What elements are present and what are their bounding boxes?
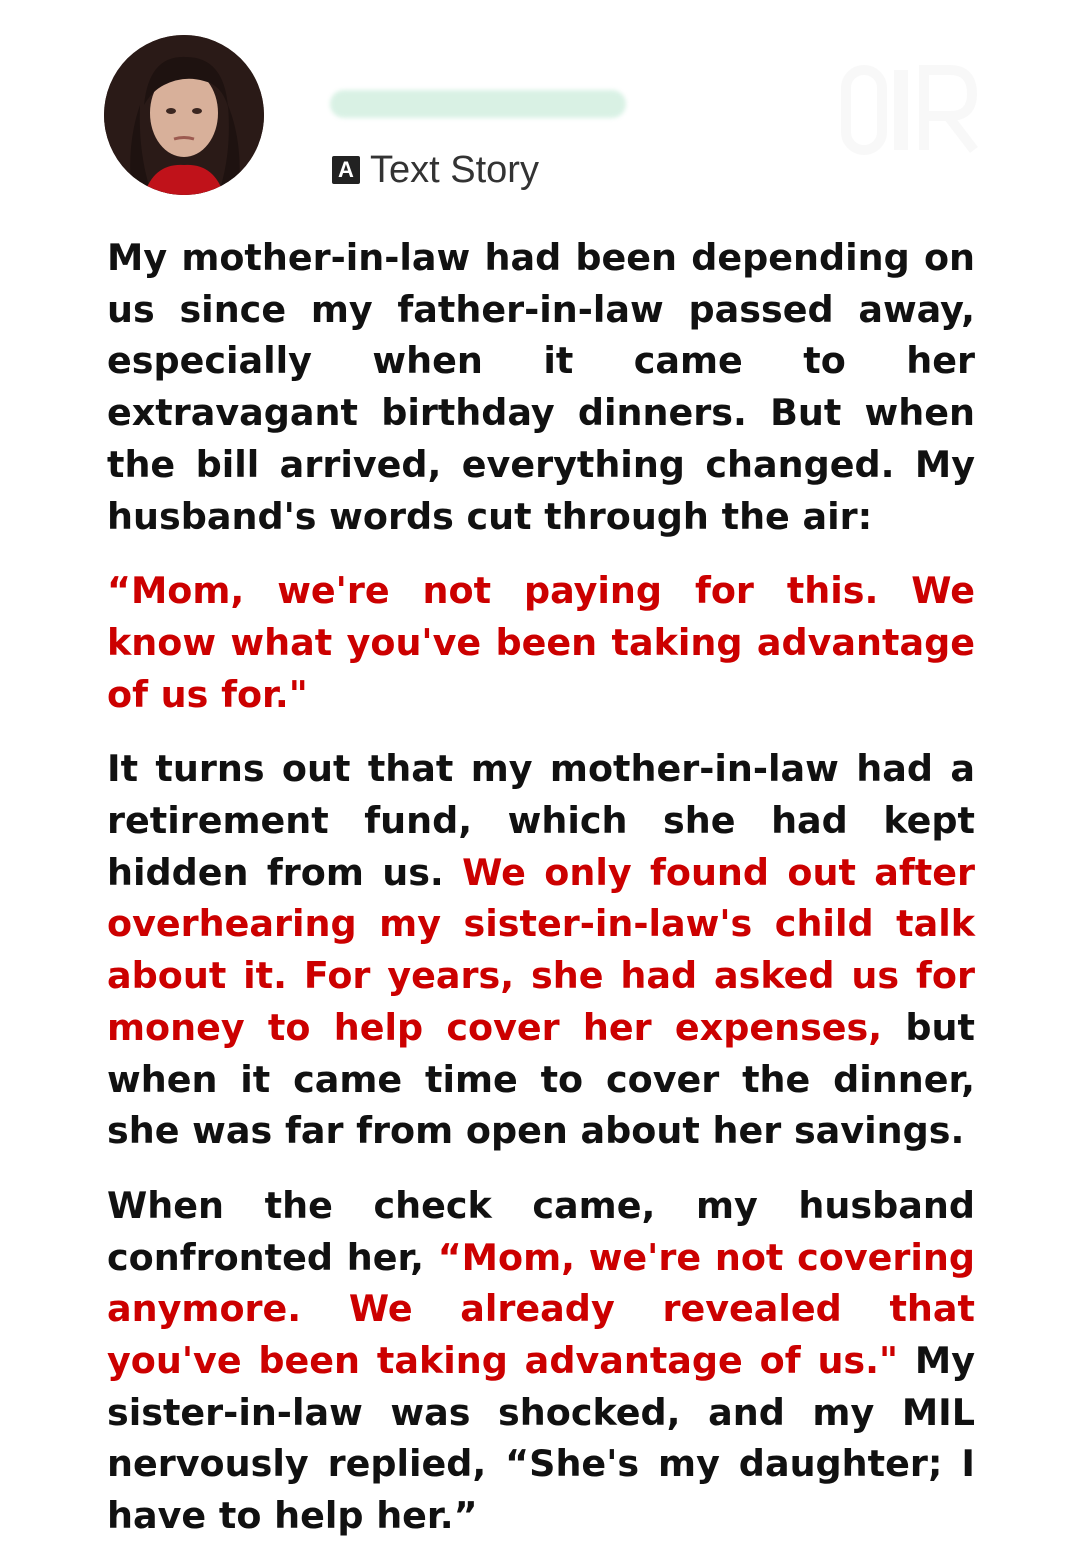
quote-text: “Mom, we're not paying for this. We know what you've been taking advantage of us for.": [107, 569, 975, 716]
story-paragraph: [107, 232, 975, 542]
story-type-badge: [332, 150, 539, 190]
paragraph-text: My sister-in-law was shocked, and my MIL nervously replied, “She's my daughter; I have to help her.”: [107, 1339, 975, 1538]
letter-a-icon: A: [332, 156, 360, 184]
story-paragraph: [107, 1180, 975, 1542]
author-name-redacted: [330, 90, 626, 118]
avatar[interactable]: [104, 35, 264, 195]
story-paragraph: [107, 743, 975, 1157]
story-paragraph-quote: [107, 565, 975, 720]
quote-text: “Mom, we're not covering anymore. We already revealed that you've been taking advantage of us.": [107, 1235, 975, 1383]
paragraph-text: My mother-in-law had been depending on us since my father-in-law passed away, especially when it came to her extravagant birthday dinners. But when the bill arrived, everything changed. My husband's words cut through the air:: [107, 236, 975, 538]
highlighted-text: We only found out after overhearing my sister-in-law's child talk about it. For years, she had asked us for money to help cover her expenses,: [107, 850, 975, 1049]
paragraph-text: but when it came time to cover the dinner, she was far from open about her savings.: [107, 1005, 975, 1153]
watermark-logo-icon: [840, 60, 980, 160]
story-header: [0, 0, 1080, 210]
paragraph-text: When the check came, my husband confronted her,: [107, 1183, 975, 1279]
paragraph-text: It turns out that my mother-in-law had a retirement fund, which she had kept hidden from us.: [107, 747, 975, 894]
story-body: [107, 232, 975, 1542]
story-type-label: Text Story: [370, 148, 539, 191]
avatar-portrait-image: [104, 35, 264, 195]
